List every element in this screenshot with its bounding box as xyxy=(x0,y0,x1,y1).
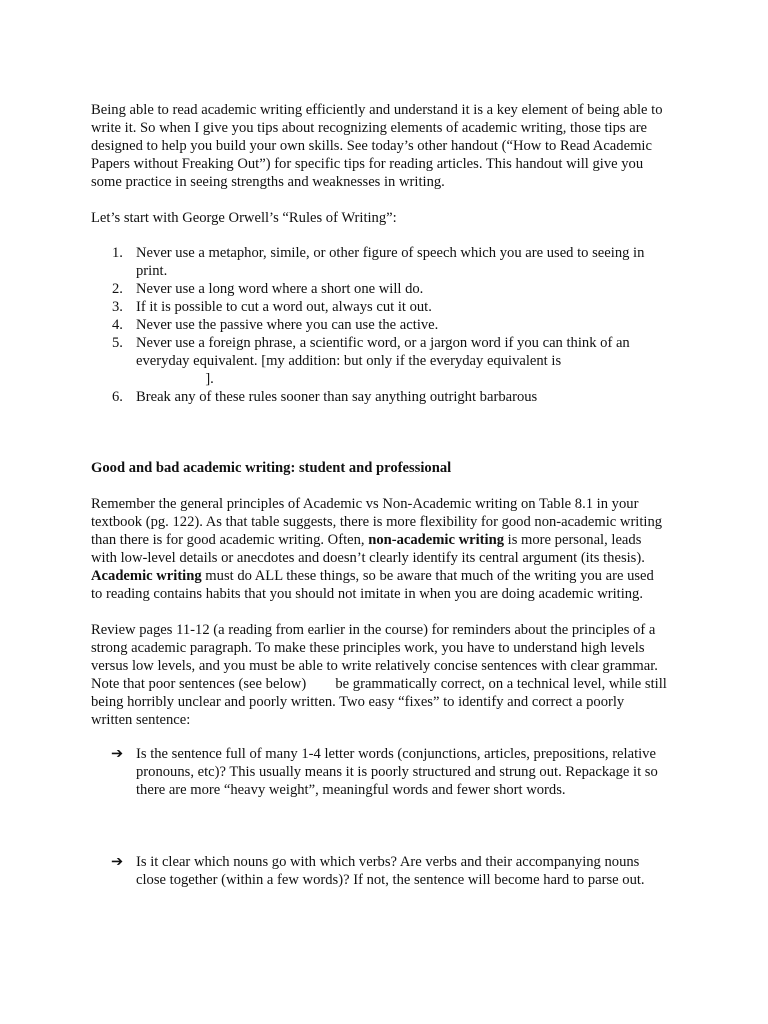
rule-number: 4. xyxy=(112,317,123,333)
rule-item-1 xyxy=(0,244,768,262)
rule-item-5 xyxy=(0,334,768,352)
rule-text: everyday equivalent. [my addition: but only if the everyday equivalent is xyxy=(136,353,562,369)
rule-text: Never use a metaphor, simile, or other figure of speech which you are used to seeing in xyxy=(136,245,645,261)
rule-item-2 xyxy=(0,280,768,298)
rule-item-5-cont xyxy=(0,370,768,388)
paragraph-line: written sentence: xyxy=(91,712,191,728)
fix-text xyxy=(136,853,645,889)
fix-line: there are more “heavy weight”, meaningful words and fewer short words. xyxy=(136,782,566,798)
paragraph-line: versus low levels, and you must be able to write relatively concise sentences with clear grammar. xyxy=(91,658,658,674)
bold-term: non-academic writing xyxy=(368,532,504,548)
orwell-rules-list xyxy=(0,244,768,406)
rule-text: If it is possible to cut a word out, always cut it out. xyxy=(136,299,432,315)
paragraph-line xyxy=(91,567,695,585)
rule-number: 3. xyxy=(112,299,123,315)
paragraph-line xyxy=(91,531,695,549)
rule-item-3 xyxy=(0,298,768,316)
rule-item-4 xyxy=(0,316,768,334)
rule-text: Break any of these rules sooner than say anything outright barbarous xyxy=(136,389,538,405)
rule-number: 2. xyxy=(112,281,123,297)
intro-line: write it. So when I give you tips about recognizing elements of academic writing, those tips are xyxy=(91,120,648,136)
paragraph-line: being horribly unclear and poorly written. Two easy “fixes” to identify and correct a poorly xyxy=(91,694,625,710)
paragraph-line: Note that poor sentences (see below) be grammatically correct, on a technical level, while still xyxy=(91,676,667,692)
rule-item-1-cont xyxy=(0,262,768,280)
section-heading xyxy=(91,459,695,477)
rule-text: ]. xyxy=(136,371,214,387)
orwell-lead-text: Let’s start with George Orwell’s “Rules of Writing”: xyxy=(91,210,397,226)
rule-item-5-cont xyxy=(0,352,768,370)
principles-paragraph xyxy=(91,495,695,603)
review-paragraph xyxy=(91,621,695,729)
rule-number: 1. xyxy=(112,245,123,261)
paragraph-text: is more personal, leads xyxy=(504,532,642,548)
bold-term: Academic writing xyxy=(91,568,202,584)
rule-number: 6. xyxy=(112,389,123,405)
intro-line: Being able to read academic writing efficiently and understand it is a key element of being able to xyxy=(91,102,663,118)
section-heading-text: Good and bad academic writing: student and professional xyxy=(91,460,452,476)
intro-line: designed to help you build your own skills. See today’s other handout (“How to Read Academic xyxy=(91,138,652,154)
fix-line: close together (within a few words)? If not, the sentence will become hard to parse out. xyxy=(136,872,645,888)
intro-line: Papers without Freaking Out”) for specific tips for reading articles. This handout will give you xyxy=(91,156,644,172)
fix-text xyxy=(136,745,658,799)
paragraph-line: Review pages 11-12 (a reading from earlier in the course) for reminders about the principles of a xyxy=(91,622,656,638)
rule-text: print. xyxy=(136,263,168,279)
paragraph-line: textbook (pg. 122). As that table suggests, there is more flexibility for good non-academic writing xyxy=(91,514,663,530)
rule-item-6 xyxy=(0,388,768,406)
paragraph-line: to reading contains habits that you should not imitate in when you are doing academic writing. xyxy=(91,586,644,602)
paragraph-text: must do ALL these things, so be aware that much of the writing you are used xyxy=(201,568,654,584)
paragraph-line: with low-level details or anecdotes and doesn’t clearly identify its central argument (its thesis). xyxy=(91,550,645,566)
rule-text: Never use a long word where a short one will do. xyxy=(136,281,424,297)
rule-number: 5. xyxy=(112,335,123,351)
fix-line: Is it clear which nouns go with which verbs? Are verbs and their accompanying nouns xyxy=(136,854,640,870)
rule-text: Never use the passive where you can use the active. xyxy=(136,317,439,333)
fix-line: Is the sentence full of many 1-4 letter words (conjunctions, articles, prepositions, relative xyxy=(136,746,656,762)
arrow-right-icon: ➔ xyxy=(111,854,124,870)
paragraph-line: Remember the general principles of Academic vs Non-Academic writing on Table 8.1 in your xyxy=(91,496,639,512)
orwell-lead xyxy=(91,209,695,227)
paragraph-line: strong academic paragraph. To make these principles work, you have to understand high levels xyxy=(91,640,645,656)
paragraph-text: than there is for good academic writing. Often, xyxy=(91,532,369,548)
arrow-right-icon: ➔ xyxy=(111,746,124,762)
fix-line: pronouns, etc)? This usually means it is poorly structured and strung out. Repackage it so xyxy=(136,764,658,780)
rule-text: Never use a foreign phrase, a scientific word, or a jargon word if you can think of an xyxy=(136,335,630,351)
intro-paragraph xyxy=(91,101,695,191)
intro-line: some practice in seeing strengths and weaknesses in writing. xyxy=(91,174,445,190)
